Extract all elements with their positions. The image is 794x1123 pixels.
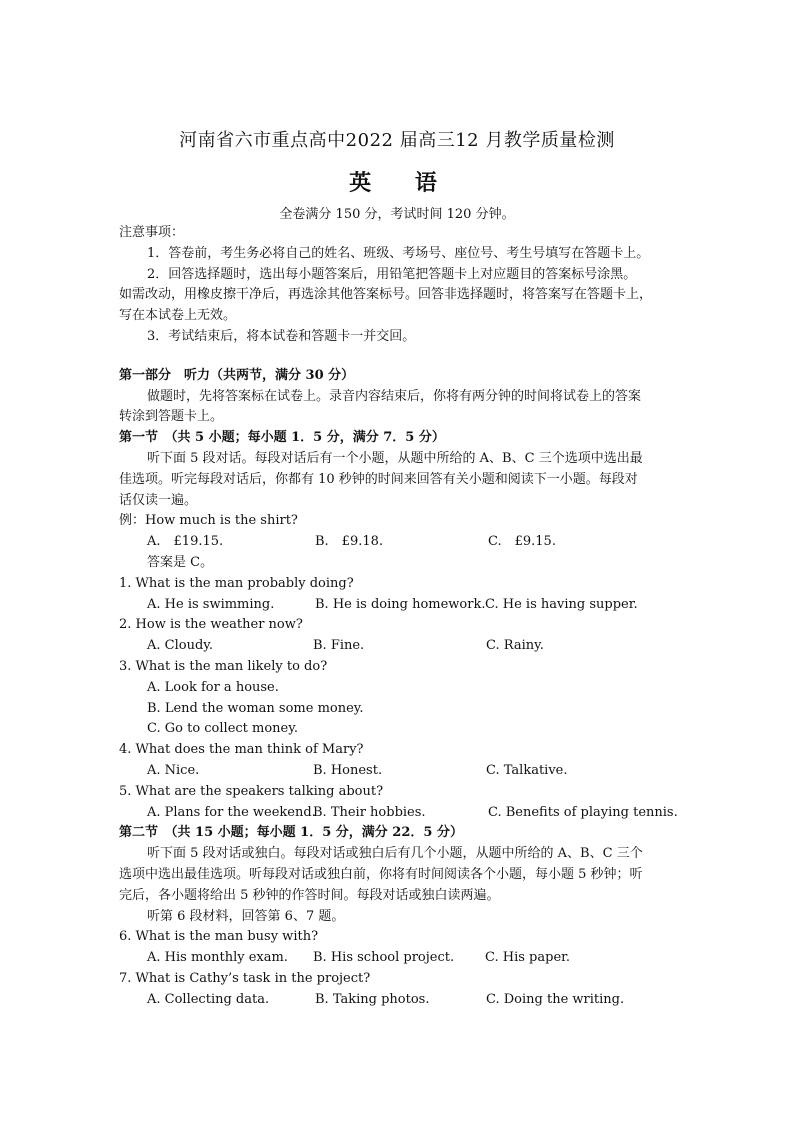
notice-item-2-line-1: 2．回答选择题时，选出每小题答案后，用铅笔把答题卡上对应题目的答案标号涂黑。 — [147, 266, 637, 282]
question-1-options — [119, 595, 679, 616]
option-c: C. He is having supper. — [485, 596, 638, 612]
section1-intro-line-2: 佳选项。听完每段对话后，你都有 10 秒钟的时间来回答有关小题和阅读下一小题。每段对 — [119, 471, 638, 487]
option-c: C. Talkative. — [486, 762, 568, 778]
option-b: B. Their hobbies. — [313, 804, 426, 820]
question-3-option-b: B. Lend the woman some money. — [147, 700, 364, 716]
option-b: B. Honest. — [313, 762, 383, 778]
question-5-options — [119, 803, 679, 824]
option-a: A. His monthly exam. — [147, 950, 288, 966]
option-b: B. Fine. — [313, 638, 365, 654]
option-a: A. Plans for the weekend. — [147, 804, 316, 820]
section2-intro-line-3: 完后，各小题将给出 5 秒钟的作答时间。每段对话或独白读两遍。 — [119, 887, 500, 903]
option-a: A. Collecting data. — [147, 991, 270, 1007]
score-time-line: 全卷满分 150 分，考试时间 120 分钟。 — [279, 207, 515, 222]
exam-content — [119, 223, 679, 1010]
notice-heading: 注意事项： — [119, 225, 185, 240]
option-a: A. £19.15. — [147, 534, 224, 550]
option-c: C. £9.15. — [488, 534, 556, 550]
question-4-options — [119, 761, 679, 782]
section2-heading: 第二节 （共 15 小题；每小题 1．5 分，满分 22．5 分） — [119, 825, 463, 841]
question-1: 1. What is the man probably doing? — [119, 575, 354, 591]
notice-item-1: 1．答卷前，考生务必将自己的姓名、班级、考场号、座位号、考生号填写在答题卡上。 — [147, 245, 650, 261]
notice-item-3: 3．考试结束后，将本试卷和答题卡一并交回。 — [147, 328, 416, 344]
option-a: A. Nice. — [147, 762, 200, 778]
exam-title: 河南省六市重点高中2022 届高三12 月教学质量检测 — [179, 130, 615, 151]
question-6-options — [119, 948, 679, 969]
notice-item-2-line-3: 写在本试卷上无效。 — [119, 308, 237, 324]
notice-item-2-line-2: 如需改动，用橡皮擦干净后，再选涂其他答案标号。回答非选择题时，将答案写在答题卡上， — [119, 287, 653, 303]
subject-title: 英 语 — [349, 170, 455, 196]
question-7-options — [119, 990, 679, 1011]
option-b: B. Taking photos. — [315, 991, 430, 1007]
option-a: A. Cloudy. — [147, 638, 214, 654]
example-answer: 答案是 C。 — [147, 554, 214, 570]
option-c: C. Rainy. — [486, 638, 544, 654]
question-2-options — [119, 636, 679, 657]
option-c: C. Benefits of playing tennis. — [488, 804, 678, 820]
option-c: C. His paper. — [485, 950, 571, 966]
question-7: 7. What is Cathy’s task in the project? — [119, 970, 371, 986]
question-3-option-c: C. Go to collect money. — [147, 721, 298, 737]
question-4: 4. What does the man think of Mary? — [119, 742, 364, 758]
part1-intro-line-2: 转涂到答题卡上。 — [119, 409, 224, 425]
part1-heading: 第一部分 听力（共两节，满分 30 分） — [119, 367, 355, 383]
option-b: B. He is doing homework. — [315, 596, 486, 612]
option-a: A. He is swimming. — [147, 596, 275, 612]
option-b: B. His school project. — [313, 950, 455, 966]
question-3: 3. What is the man likely to do? — [119, 658, 328, 674]
question-5: 5. What are the speakers talking about? — [119, 783, 384, 799]
option-b: B. £9.18. — [315, 534, 384, 550]
example-question: 例：How much is the shirt? — [119, 513, 298, 529]
section1-heading: 第一节 （共 5 小题；每小题 1．5 分，满分 7．5 分） — [119, 430, 445, 446]
material-6-instruction: 听第 6 段材料，回答第 6、7 题。 — [147, 908, 345, 924]
example-options — [119, 532, 679, 553]
section1-intro-line-3: 话仅读一遍。 — [119, 492, 198, 508]
part1-intro-line-1: 做题时，先将答案标在试卷上。录音内容结束后，你将有两分钟的时间将试卷上的答案 — [147, 388, 642, 404]
section2-intro-line-2: 选项中选出最佳选项。听每段对话或独白前，你将有时间阅读各个小题，每小题 5 秒钟；听 — [119, 866, 643, 882]
question-6: 6. What is the man busy with? — [119, 929, 319, 945]
section2-intro-line-1: 听下面 5 段对话或独白。每段对话或独白后有几个小题，从题中所给的 A、B、C 三个 — [147, 846, 643, 862]
option-c: C. Doing the writing. — [486, 991, 625, 1007]
spacer — [119, 348, 679, 366]
question-2: 2. How is the weather now? — [119, 617, 303, 633]
question-3-option-a: A. Look for a house. — [147, 679, 279, 695]
section1-intro-line-1: 听下面 5 段对话。每段对话后有一个小题，从题中所给的 A、B、C 三个选项中选出最 — [147, 450, 643, 466]
